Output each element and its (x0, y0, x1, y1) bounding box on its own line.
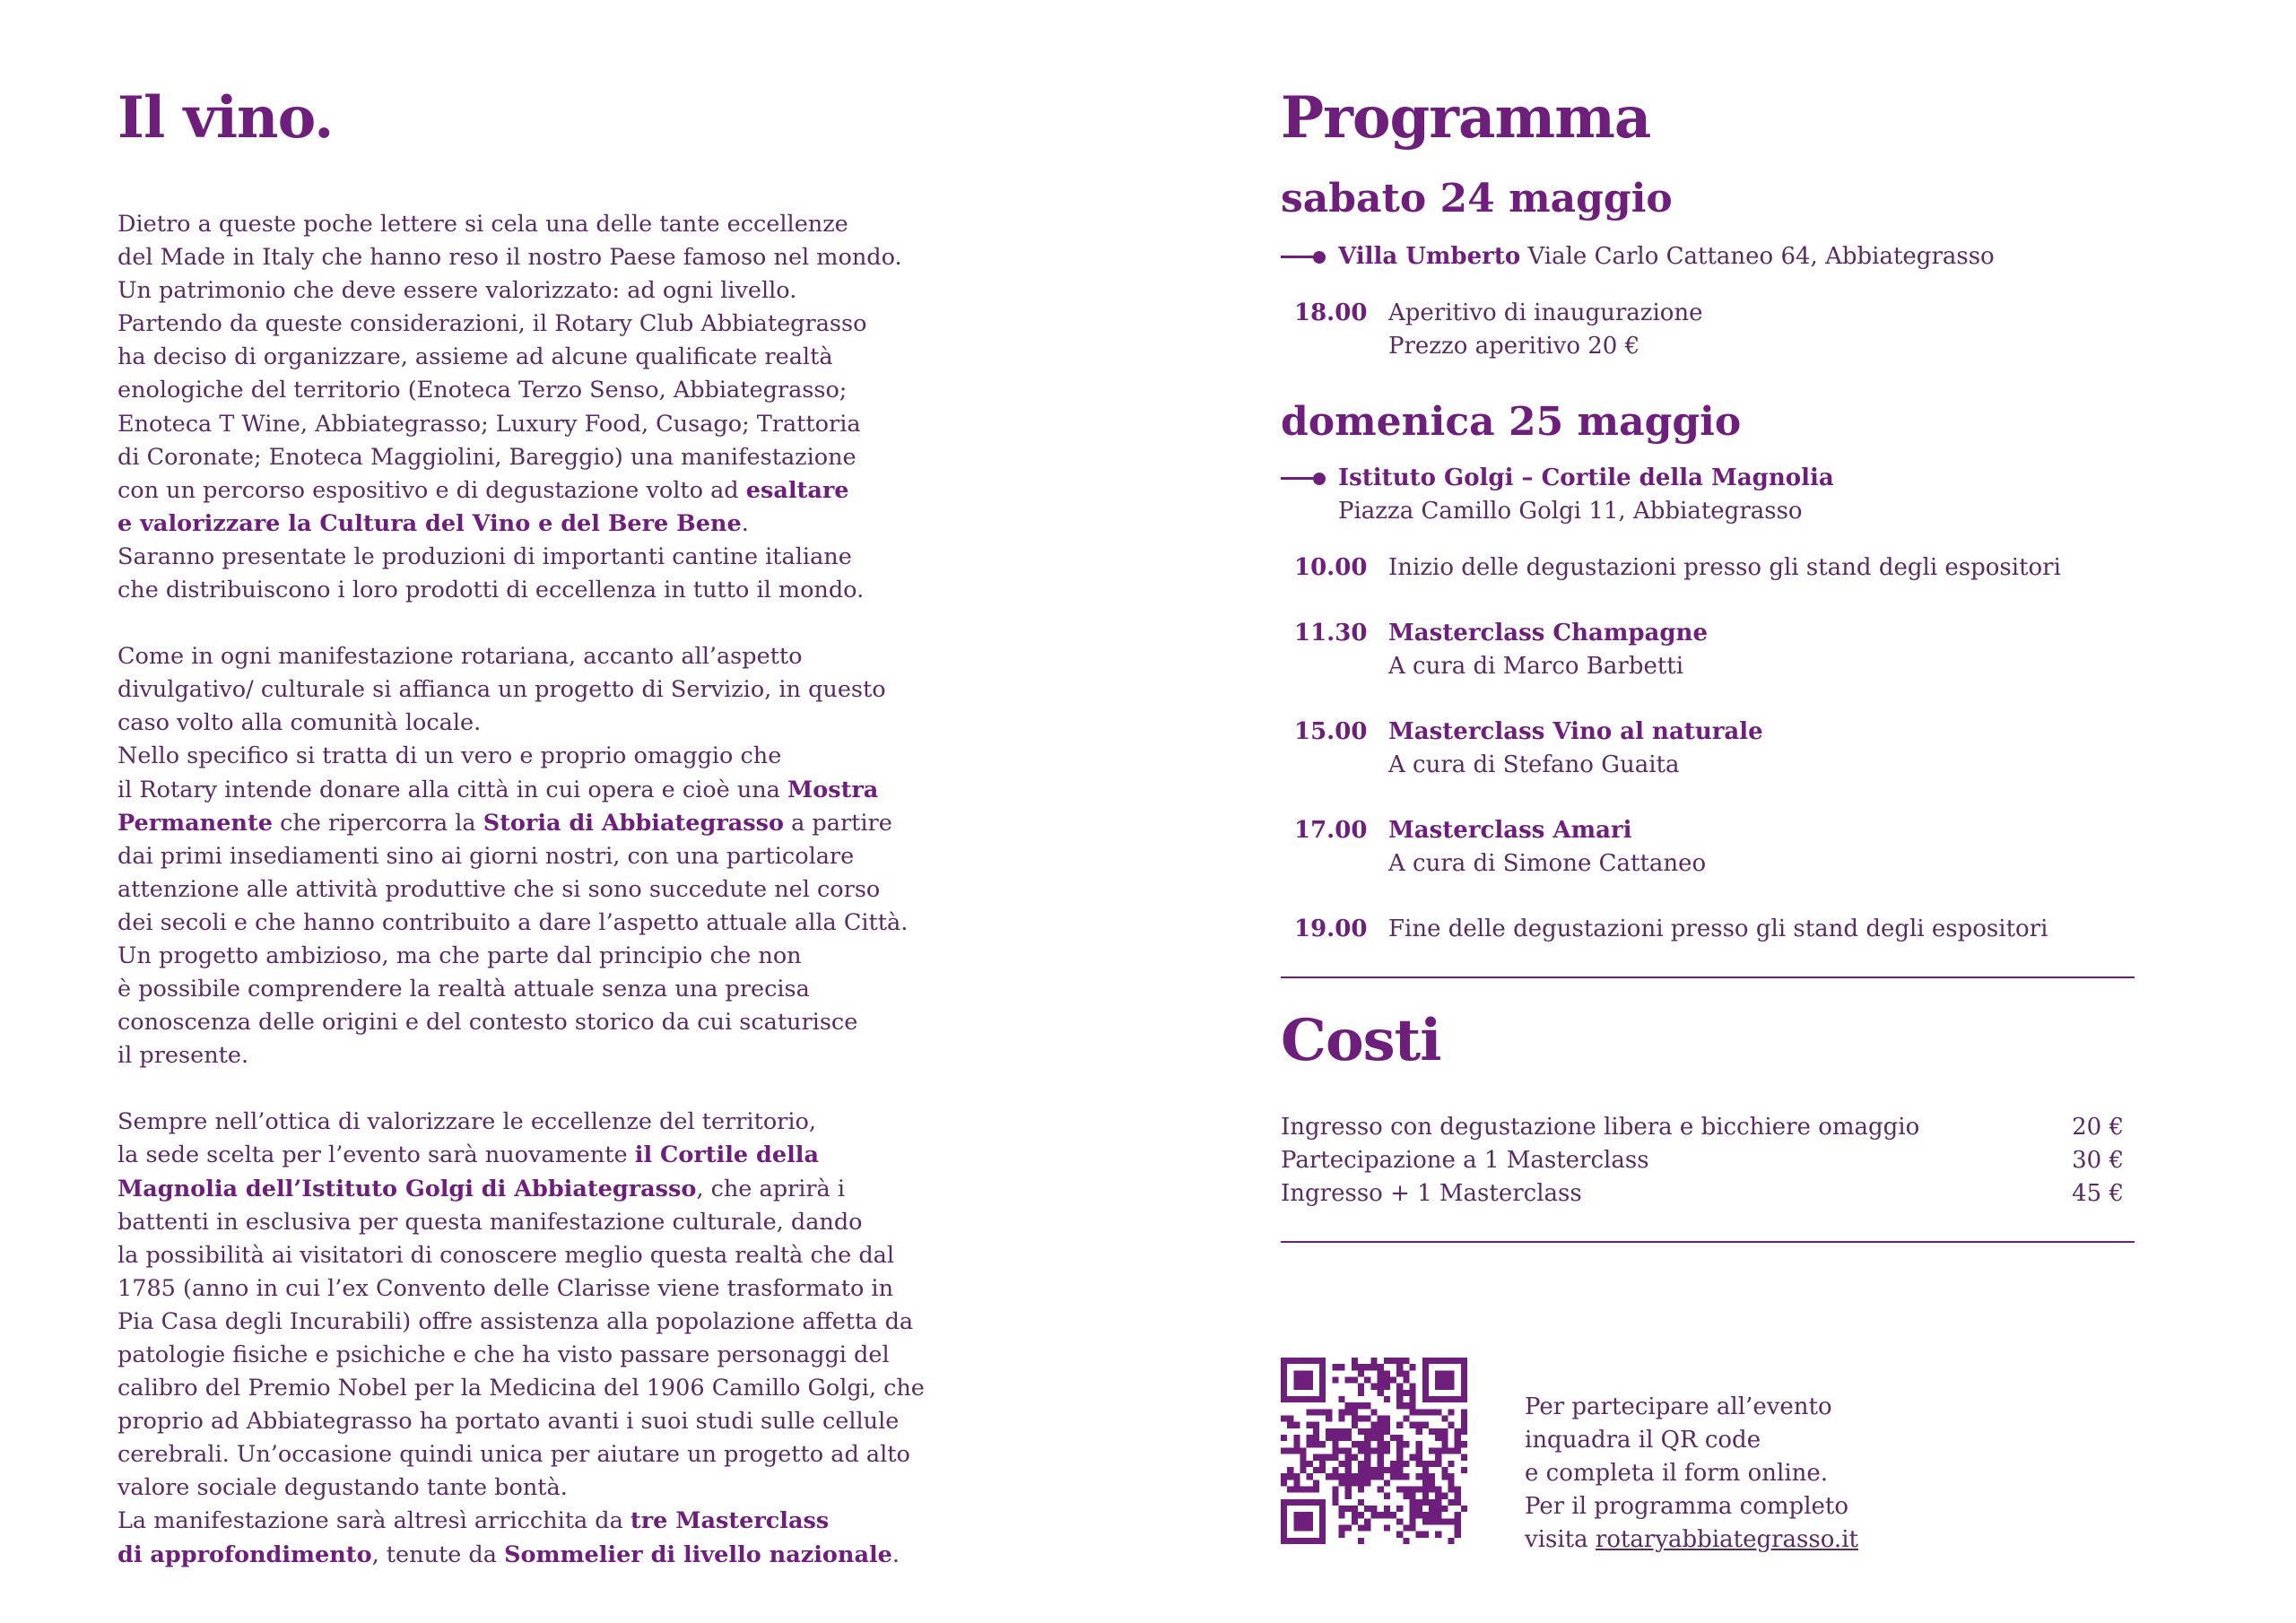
text-line: del Made in Italy che hanno reso il nostro Paese famoso nel mondo. (117, 244, 902, 272)
paragraph-1 (117, 208, 943, 607)
text-line: Partendo da queste considerazioni, il Rotary Club Abbiategrasso (117, 310, 867, 338)
schedule-item (1281, 297, 2135, 363)
costs-table (1281, 1111, 2135, 1211)
text-line: attenzione alle attività produttive che si sono succedute nel corso (117, 875, 881, 903)
day-1-label: sabato 24 maggio (1281, 176, 1673, 221)
text-line: proprio ad Abbiategrasso ha portato avanti i suoi studi sulle cellule (117, 1408, 900, 1436)
left-column (117, 84, 943, 1605)
text-line: Saranno presentate le produzioni di importanti cantine italiane (117, 542, 852, 570)
event-time: 17.00 (1294, 817, 1368, 844)
event-time: 19.00 (1294, 916, 1368, 942)
day-2-section (1281, 399, 2135, 946)
qr-line: Per il programma completo (1525, 1493, 1848, 1520)
text-line: La manifestazione sarà altresì arricchita da tre Masterclass (117, 1507, 830, 1535)
text-line: conoscenza delle origini e del contesto storico da cui scaturisce (117, 1009, 858, 1037)
event-description: Inizio delle degustazioni presso gli stand degli espositori (1388, 554, 2061, 581)
schedule-item (1281, 716, 2135, 782)
schedule-item (1281, 551, 2135, 585)
page-title: Il vino. (117, 84, 334, 152)
qr-code[interactable] (1281, 1358, 1467, 1544)
text-line: Permanente che ripercorra la Storia di Abbiategrasso a partire (117, 809, 892, 837)
event-description: Masterclass Vino al naturale A cura di Stefano Guaita (1388, 718, 1763, 778)
text-line: Sempre nell’ottica di valorizzare le eccellenze del territorio, (117, 1108, 816, 1136)
text-line: il Rotary intende donare alla città in cui opera e cioè una Mostra (117, 776, 879, 803)
text-line: la possibilità ai visitatori di conoscere meglio questa realtà che dal (117, 1241, 895, 1269)
cost-price: 45 € (2072, 1180, 2124, 1207)
text-line: di approfondimento, tenute da Sommelier di livello nazionale. (117, 1541, 900, 1568)
text-line: valore sociale degustando tante bontà. (117, 1474, 568, 1502)
day-1-section (1281, 176, 2135, 363)
day-1-events (1281, 297, 2135, 363)
schedule-item (1281, 913, 2135, 946)
cost-row (1281, 1144, 2135, 1177)
event-description: Masterclass Amari A cura di Simone Cattaneo (1388, 817, 1707, 877)
cost-label: Ingresso con degustazione libera e bicchiere omaggio (1281, 1114, 1920, 1141)
text-line: Magnolia dell’Istituto Golgi di Abbiategrasso, che aprirà i (117, 1175, 846, 1202)
event-time: 18.00 (1294, 299, 1368, 326)
cost-row (1281, 1111, 2135, 1144)
text-line: che distribuiscono i loro prodotti di eccellenza in tutto il mondo. (117, 577, 865, 604)
text-line: ha deciso di organizzare, assieme ad alcune qualificate realtà (117, 343, 833, 371)
text-line: cerebrali. Un’occasione quindi unica per aiutare un progetto ad alto (117, 1441, 910, 1469)
qr-line: Per partecipare all’evento (1525, 1393, 1832, 1420)
day-1-venue (1281, 240, 2135, 273)
cost-label: Ingresso + 1 Masterclass (1281, 1180, 1582, 1207)
text-line: Enoteca T Wine, Abbiategrasso; Luxury Food, Cusago; Trattoria (117, 410, 861, 438)
text-line: Nello specifico si tratta di un vero e proprio omaggio che (117, 742, 782, 770)
paragraph-2 (117, 640, 943, 1072)
visit-prefix: visita (1525, 1526, 1596, 1553)
venue-address: Piazza Camillo Golgi 11, Abbiategrasso (1338, 498, 1803, 525)
text-line: con un percorso espositivo e di degustazione volto ad esaltare (117, 476, 849, 504)
cost-price: 30 € (2072, 1147, 2124, 1174)
event-description: Masterclass Champagne A cura di Marco Barbetti (1388, 620, 1709, 680)
divider (1281, 976, 2135, 978)
day-2-label: domenica 25 maggio (1281, 399, 1742, 445)
divider (1281, 1241, 2135, 1243)
cost-label: Partecipazione a 1 Masterclass (1281, 1147, 1649, 1174)
text-line: è possibile comprendere la realtà attuale senza una precisa (117, 976, 810, 1003)
location-marker-icon (1281, 240, 1326, 273)
venue-name: Villa Umberto (1338, 243, 1521, 270)
text-line: di Coronate; Enoteca Maggiolini, Bareggio) una manifestazione (117, 443, 857, 471)
article-body (117, 208, 943, 1572)
event-description: Aperitivo di inaugurazione Prezzo aperitivo 20 € (1388, 299, 1703, 360)
day-2-venue (1281, 462, 2135, 528)
program-title: Programma (1281, 84, 1651, 152)
schedule-item (1281, 814, 2135, 881)
event-description: Fine delle degustazioni presso gli stand degli espositori (1388, 916, 2048, 942)
text-line: Dietro a queste poche lettere si cela una delle tante eccellenze (117, 211, 848, 238)
text-line: Come in ogni manifestazione rotariana, accanto all’aspetto (117, 643, 803, 671)
text-line: e valorizzare la Cultura del Vino e del Bere Bene. (117, 509, 749, 537)
venue-address: Viale Carlo Cattaneo 64, Abbiategrasso (1520, 243, 1995, 270)
event-time: 15.00 (1294, 718, 1368, 745)
text-line: divulgativo/ culturale si affianca un progetto di Servizio, in questo (117, 676, 886, 704)
qr-line: e completa il form online. (1525, 1460, 1829, 1487)
right-column (1281, 84, 2135, 1243)
schedule-item (1281, 617, 2135, 683)
text-line: enologiche del territorio (Enoteca Terzo Senso, Abbiategrasso; (117, 377, 848, 404)
website-link[interactable]: rotaryabbiategrasso.it (1595, 1526, 1858, 1553)
text-line: la sede scelta per l’evento sarà nuovamente il Cortile della (117, 1141, 819, 1169)
text-line: battenti in esclusiva per questa manifestazione culturale, dando (117, 1208, 863, 1236)
text-line: Un patrimonio che deve essere valorizzato: ad ogni livello. (117, 277, 797, 305)
text-line: caso volto alla comunità locale. (117, 709, 482, 737)
event-time: 10.00 (1294, 554, 1368, 581)
text-line: dai primi insediamenti sino ai giorni nostri, con una particolare (117, 842, 855, 870)
qr-instructions (1525, 1391, 1858, 1557)
text-line: il presente. (117, 1042, 249, 1070)
text-line: Un progetto ambizioso, ma che parte dal principio che non (117, 942, 802, 969)
qr-line: inquadra il QR code (1525, 1427, 1761, 1454)
text-line: 1785 (anno in cui l’ex Convento delle Clarisse viene trasformato in (117, 1274, 894, 1302)
text-line: patologie fisiche e psichiche e che ha visto passare personaggi del (117, 1341, 890, 1368)
text-line: dei secoli e che hanno contribuito a dare l’aspetto attuale alla Città. (117, 908, 909, 936)
costs-title: Costi (1281, 1007, 1441, 1074)
event-time: 11.30 (1294, 620, 1368, 647)
cost-row (1281, 1177, 2135, 1211)
venue-name: Istituto Golgi – Cortile della Magnolia (1338, 464, 1834, 491)
paragraph-3 (117, 1106, 943, 1571)
location-marker-icon (1281, 462, 1326, 495)
text-line: calibro del Premio Nobel per la Medicina del 1906 Camillo Golgi, che (117, 1375, 925, 1402)
text-line: Pia Casa degli Incurabili) offre assistenza alla popolazione affetta da (117, 1307, 914, 1335)
cost-price: 20 € (2072, 1114, 2124, 1141)
day-2-events (1281, 551, 2135, 946)
